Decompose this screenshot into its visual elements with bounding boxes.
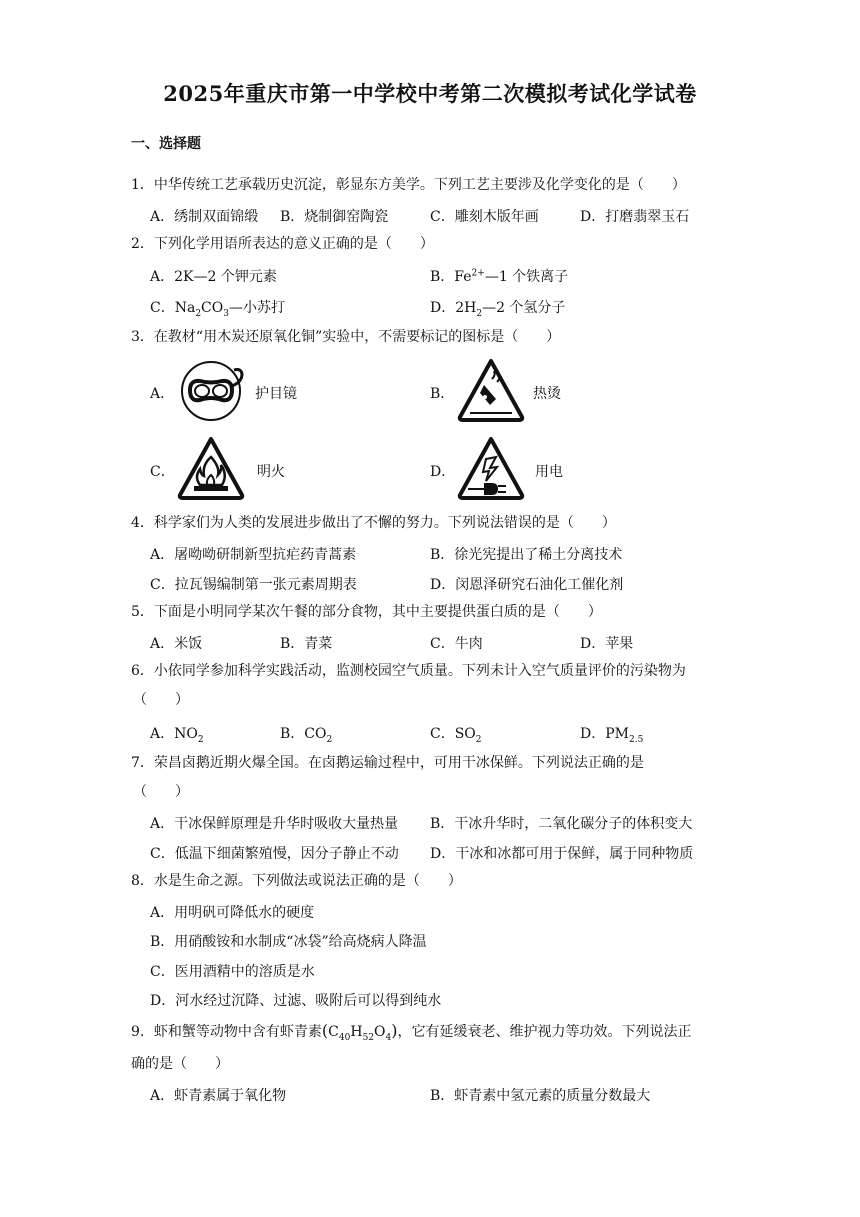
question-9-stem-cont: 确的是（ ） <box>131 1056 229 1072</box>
q2-option-d: D．$2H_2—2$ 个氢分子 <box>430 300 566 319</box>
page-title: 2025年重庆市第一中学校中考第二次模拟考试化学试卷 <box>163 81 697 106</box>
q6-option-c: C．$SO_2$ <box>430 726 482 745</box>
q3-label-a: 护目镜 <box>255 386 297 402</box>
q1-option-a: A．绣制双面锦缎 <box>150 209 259 225</box>
q3-label-b: 热烫 <box>533 386 561 402</box>
q4-option-c: C．拉瓦锡编制第一张元素周期表 <box>150 577 357 593</box>
q1-option-b: B．烧制御窑陶瓷 <box>280 209 389 225</box>
q9-option-a: A．虾青素属于氧化物 <box>150 1088 287 1104</box>
electricity-icon <box>456 435 526 501</box>
q4-option-b: B．徐光宪提出了稀土分离技术 <box>430 547 623 563</box>
question-4-stem: 4．科学家们为人类的发展进步做出了不懈的努力。下列说法错误的是（ ） <box>131 515 616 531</box>
q7-option-c: C．低温下细菌繁殖慢，因分子静止不动 <box>150 846 399 862</box>
section-heading: 一、选择题 <box>131 136 201 152</box>
q7-option-b: B．干冰升华时，二氧化碳分子的体积变大 <box>430 816 693 832</box>
q7-option-d: D．干冰和冰都可用于保鲜，属于同种物质 <box>430 846 694 862</box>
q1-option-d: D．打磨翡翠玉石 <box>580 209 690 225</box>
q3-label-c: 明火 <box>257 464 285 480</box>
q3-option-d: D． <box>430 464 456 480</box>
q7-option-a: A．干冰保鲜原理是升华时吸收大量热量 <box>150 816 399 832</box>
goggles-icon <box>176 360 250 422</box>
q3-option-c: C． <box>150 464 175 480</box>
q6-option-a: A．$NO_2$ <box>150 726 204 745</box>
q5-option-a: A．米饭 <box>150 636 203 652</box>
q9-option-b: B．虾青素中氢元素的质量分数最大 <box>430 1088 651 1104</box>
q2-option-a: A．2K—2 个钾元素 <box>150 269 277 285</box>
question-6-stem-cont: （ ） <box>133 692 189 708</box>
question-2-stem: 2．下列化学用语所表达的意义正确的是（ ） <box>131 236 434 252</box>
question-7-stem-cont: （ ） <box>133 784 189 800</box>
q8-option-c: C．医用酒精中的溶质是水 <box>150 964 315 980</box>
question-7-stem: 7．荣昌卤鹅近期火爆全国。在卤鹅运输过程中，可用干冰保鲜。下列说法正确的是 <box>131 755 644 771</box>
q6-option-b: B．$CO_2$ <box>280 726 333 745</box>
q2-option-c: C．$Na_2CO_3—$小苏打 <box>150 300 285 319</box>
q2-option-b: B．$Fe^{2+}—1$ 个铁离子 <box>430 268 569 285</box>
open-flame-icon <box>176 435 246 501</box>
q4-option-a: A．屠呦呦研制新型抗疟药青蒿素 <box>150 547 357 563</box>
q5-option-c: C．牛肉 <box>430 636 483 652</box>
q8-option-a: A．用明矾可降低水的硬度 <box>150 905 315 921</box>
q3-label-d: 用电 <box>535 464 563 480</box>
q3-option-a: A． <box>150 386 175 402</box>
q1-option-c: C．雕刻木版年画 <box>430 209 539 225</box>
q3-option-b: B． <box>430 386 455 402</box>
question-6-stem: 6．小依同学参加科学实践活动，监测校园空气质量。下列未计入空气质量评价的污染物为 <box>131 663 686 679</box>
q6-option-d: D．$PM_{2.5}$ <box>580 726 644 745</box>
question-3-stem: 3．在教材“用木炭还原氧化铜”实验中，不需要标记的图标是（ ） <box>131 329 561 345</box>
question-5-stem: 5．下面是小明同学某次午餐的部分食物，其中主要提供蛋白质的是（ ） <box>131 604 602 620</box>
q5-option-d: D．苹果 <box>580 636 634 652</box>
hot-surface-icon <box>456 357 526 423</box>
question-9-stem: 9．虾和蟹等动物中含有虾青素$(C_{40}H_{52}O_4)$，它有延缓衰老、维护视力等功效。下列说法正 <box>131 1021 692 1043</box>
question-8-stem: 8．水是生命之源。下列做法或说法正确的是（ ） <box>131 873 462 889</box>
q8-option-d: D．河水经过沉降、过滤、吸附后可以得到纯水 <box>150 993 442 1009</box>
q8-option-b: B．用硝酸铵和水制成“冰袋”给高烧病人降温 <box>150 934 427 950</box>
q4-option-d: D．闵恩泽研究石油化工催化剂 <box>430 577 624 593</box>
question-1-stem: 1．中华传统工艺承载历史沉淀，彰显东方美学。下列工艺主要涉及化学变化的是（ ） <box>131 177 686 193</box>
q5-option-b: B．青菜 <box>280 636 333 652</box>
